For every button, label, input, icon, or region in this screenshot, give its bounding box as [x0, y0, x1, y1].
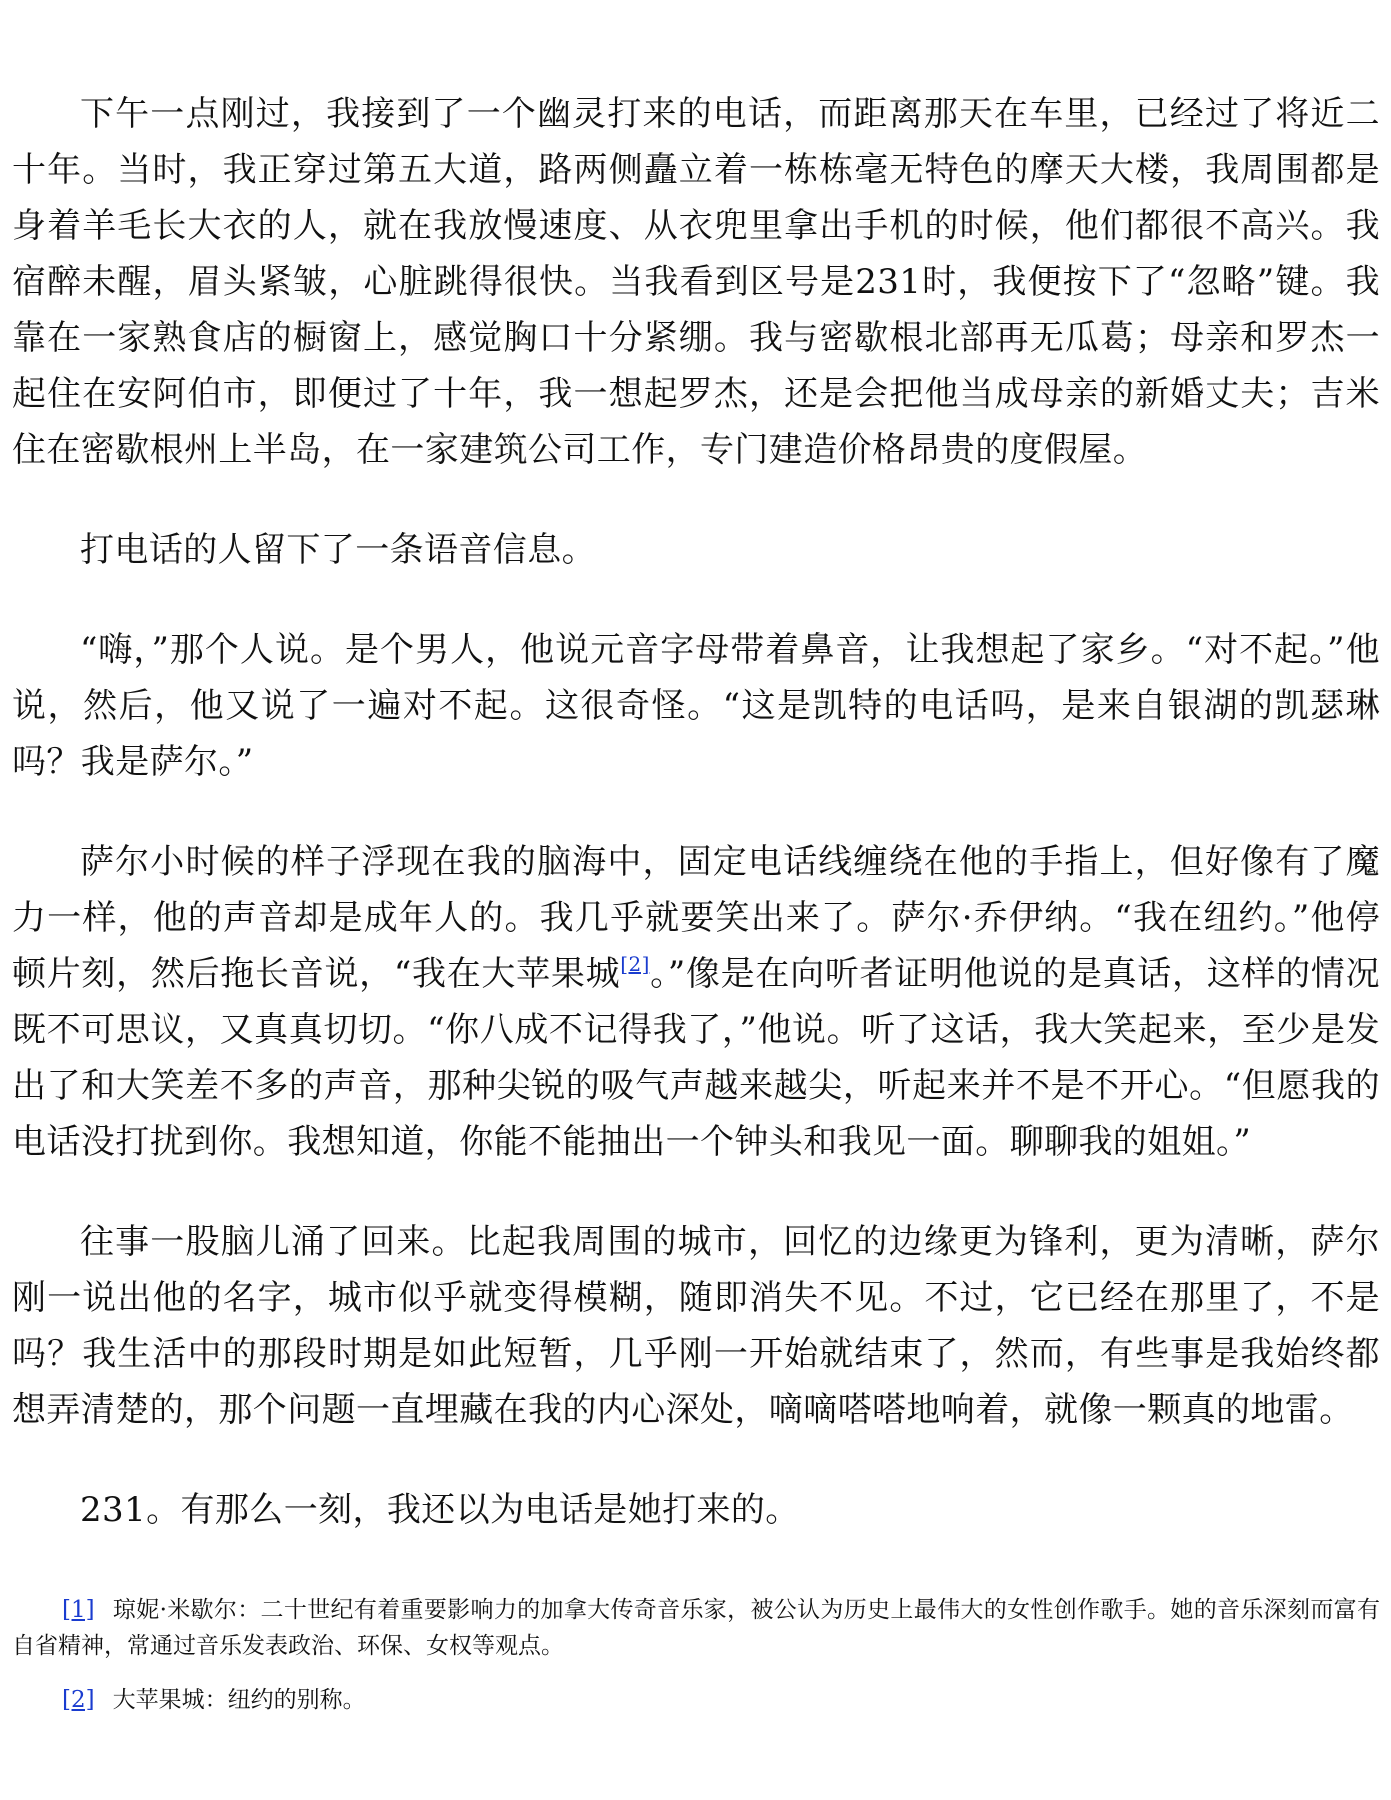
- footnote-2-backlink[interactable]: [2]: [62, 1687, 95, 1713]
- footnote-1-backlink[interactable]: [1]: [62, 1597, 95, 1623]
- footnote-2-text: 大苹果城：纽约的别称。: [112, 1687, 366, 1713]
- paragraph-1: 下午一点刚过，我接到了一个幽灵打来的电话，而距离那天在车里，已经过了将近二十年。当时，我正穿过第五大道，路两侧矗立着一栋栋毫无特色的摩天大楼，我周围都是身着羊毛长大衣的人，就在我放慢速度、从衣兜里拿出手机的时候，他们都很不高兴。我宿醉未醒，眉头紧皱，心脏跳得很快。当我看到区号是231时，我便按下了“忽略”键。我靠在一家熟食店的橱窗上，感觉胸口十分紧绷。我与密歇根北部再无瓜葛；母亲和罗杰一起住在安阿伯市，即便过了十年，我一想起罗杰，还是会把他当成母亲的新婚丈夫；吉米住在密歇根州上半岛，在一家建筑公司工作，专门建造价格昂贵的度假屋。: [12, 94, 1380, 470]
- footnote-ref-2-link[interactable]: [2]: [620, 952, 650, 976]
- footnote-2: [12, 1682, 1380, 1718]
- paragraph-5: 往事一股脑儿涌了回来。比起我周围的城市，回忆的边缘更为锋利，更为清晰，萨尔刚一说出他的名字，城市似乎就变得模糊，随即消失不见。不过，它已经在那里了，不是吗？我生活中的那段时期是如此短暂，几乎刚一开始就结束了，然而，有些事是我始终都想弄清楚的，那个问题一直埋藏在我的内心深处，嘀嘀嗒嗒地响着，就像一颗真的地雷。: [12, 1222, 1380, 1430]
- paragraph-2: 打电话的人留下了一条语音信息。: [80, 530, 596, 570]
- paragraph-4-part-1: 萨尔小时候的样子浮现在我的脑海中，固定电话线缠绕在他的手指上，但好像有了魔力一样，他的声音却是成年人的。我几乎就要笑出来了。萨尔·乔伊纳。“我在纽约。”他停顿片刻，然后拖长音说，“我在大苹果城: [12, 842, 1380, 994]
- footnotes: [12, 1592, 1380, 1736]
- paragraph-4: [12, 834, 1380, 1170]
- body-text: [12, 86, 1380, 1538]
- footnote-1: [12, 1592, 1380, 1664]
- footnote-1-text: 琼妮·米歇尔：二十世纪有着重要影响力的加拿大传奇音乐家，被公认为历史上最伟大的女性创作歌手。她的音乐深刻而富有自省精神，常通过音乐发表政治、环保、女权等观点。: [12, 1597, 1380, 1659]
- paragraph-6: 231。有那么一刻，我还以为电话是她打来的。: [80, 1490, 800, 1530]
- paragraph-4-part-2: 。”像是在向听者证明他说的是真话，这样的情况既不可思议，又真真切切。“你八成不记得我了，”他说。听了这话，我大笑起来，至少是发出了和大笑差不多的声音，那种尖锐的吸气声越来越尖，听起来并不是不开心。“但愿我的电话没打扰到你。我想知道，你能不能抽出一个钟头和我见一面。聊聊我的姐姐。”: [12, 954, 1380, 1162]
- paragraph-3: “嗨，”那个人说。是个男人，他说元音字母带着鼻音，让我想起了家乡。“对不起。”他说，然后，他又说了一遍对不起。这很奇怪。“这是凯特的电话吗，是来自银湖的凯瑟琳吗？我是萨尔。”: [12, 630, 1380, 782]
